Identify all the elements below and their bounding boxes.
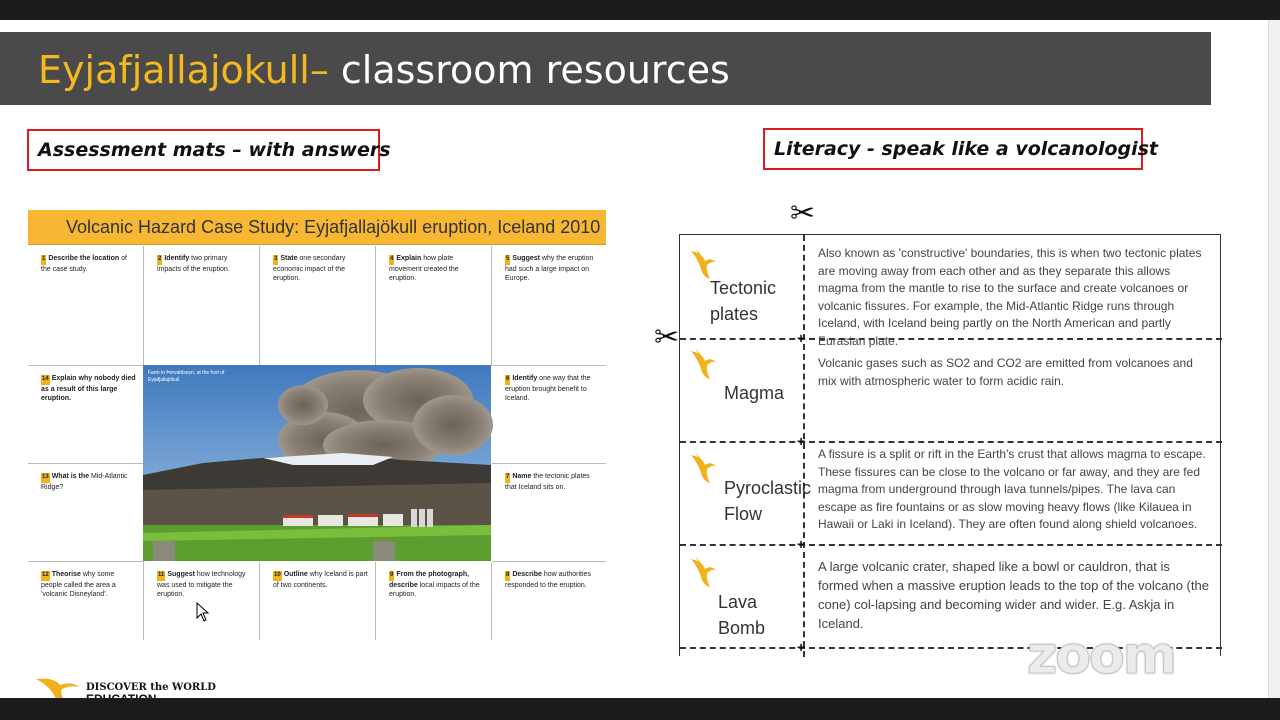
- right-window-edge: [1268, 20, 1280, 698]
- puffin-logo-icon: [688, 347, 718, 381]
- eruption-photo-illustration: [143, 365, 491, 561]
- zoom-watermark: zoom: [1027, 626, 1175, 686]
- mat-header: [28, 210, 606, 245]
- slide-title: Eyjafjallajokull– classroom resources: [38, 48, 730, 92]
- photo-caption: Farm in Þorvaldseyri, at the foot of Eyjafjallajökull: [148, 370, 225, 383]
- card-term-magma: Magma: [724, 383, 785, 403]
- mat-cell: 6 Identify one way that the eruption brought benefit to Iceland.: [492, 366, 606, 464]
- title-band: [0, 32, 1211, 105]
- puffin-logo-icon: [688, 555, 718, 589]
- mat-cell: 7 Name the tectonic plates that Iceland sits on.: [492, 464, 606, 562]
- mat-cell: 4 Explain how plate movement created the eruption.: [376, 246, 492, 366]
- card-term-pyroclastic-flow: Pyroclastic Flow: [724, 478, 812, 524]
- mat-cell: 12 Theorise why some people called the area a 'volcanic Disneyland'.: [28, 562, 144, 640]
- card-term-tectonic-plates: Tectonic plates: [710, 278, 777, 324]
- card-definition: Volcanic gases such as SO2 and CO2 are emitted from volcanoes and mix with atmospheric water to form acidic rain.: [818, 356, 1193, 388]
- zoom-bottom-bar: [0, 698, 1280, 720]
- brand-line1: DISCOVER the WORLD: [86, 682, 216, 693]
- horizontal-cut-line: [680, 441, 1222, 443]
- mat-cell: 13 What is the Mid-Atlantic Ridge?: [28, 464, 144, 562]
- mouse-cursor-icon: [196, 602, 210, 622]
- mat-cell: 14 Explain why nobody died as a result of this large eruption.: [28, 366, 144, 464]
- literacy-label: Literacy - speak like a volcanologist: [763, 128, 1143, 170]
- mat-cell: 3 State one secondary economic impact of the eruption.: [260, 246, 376, 366]
- mat-cell: 5 Suggest why the eruption had such a large impact on Europe.: [492, 246, 606, 366]
- puffin-logo-icon: [688, 451, 718, 485]
- assessment-mats-label: Assessment mats – with answers: [27, 129, 380, 171]
- cut-mark: +: [797, 330, 806, 346]
- mat-cell: 1 Describe the location of the case study.: [28, 246, 144, 366]
- horizontal-cut-line: [680, 544, 1222, 546]
- card-definition: Also known as 'constructive' boundaries, this is when two tectonic plates are moving away from each other and as they separate this allows magma from the mantle to rise to the surface and create volcanoes or volcanic fissures. For example, the Mid-Atlantic Ridge runs through Iceland, with Iceland being partly on the North American and partly Eurasian plate.: [818, 246, 1202, 348]
- mat-title: Volcanic Hazard Case Study: Eyjafjallajökull eruption, Iceland 2010: [66, 217, 601, 237]
- cut-mark: +: [797, 433, 806, 449]
- card-term-lava-bomb: Lava Bomb: [718, 592, 766, 638]
- mat-cell: 8 Describe how authorities responded to the eruption.: [505, 571, 591, 589]
- cut-mark: +: [797, 536, 806, 552]
- mat-cell: 11 Suggest how technology was used to mitigate the eruption.: [144, 562, 260, 640]
- scissors-icon: ✂: [654, 320, 680, 355]
- card-definition: A large volcanic crater, shaped like a bowl or cauldron, that is formed when a massive eruption leads to the top of the volcano (the cone) col-lapsing and becoming wider and wider. E.g. Askja in Iceland.: [818, 559, 1209, 631]
- scissors-icon: ✂: [790, 196, 816, 231]
- cut-mark: +: [797, 639, 806, 655]
- mat-cell: 9 From the photograph, describe local impacts of the eruption.: [376, 562, 492, 640]
- presentation-slide: [0, 20, 1280, 698]
- mat-cell: 10 Outline why Iceland is part of two continents.: [260, 562, 376, 640]
- literacy-cards: [679, 234, 1221, 656]
- assessment-mat: [28, 210, 606, 640]
- card-definition: A fissure is a split or rift in the Earth's crust that allows magma to escape. These fissures can be close to the volcano or far away, and they are fed magma from underground through lava tunnels/pipes. The lava can escape as fire fountains or as slow moving heavy flows (like Kilauea in Hawaii or Laki in Iceland). They are often found along shield volcanoes.: [818, 447, 1206, 531]
- eruption-photo: [143, 365, 491, 561]
- mat-cell: 2 Identify two primary impacts of the eruption.: [144, 246, 260, 366]
- zoom-top-bar: [0, 0, 1280, 20]
